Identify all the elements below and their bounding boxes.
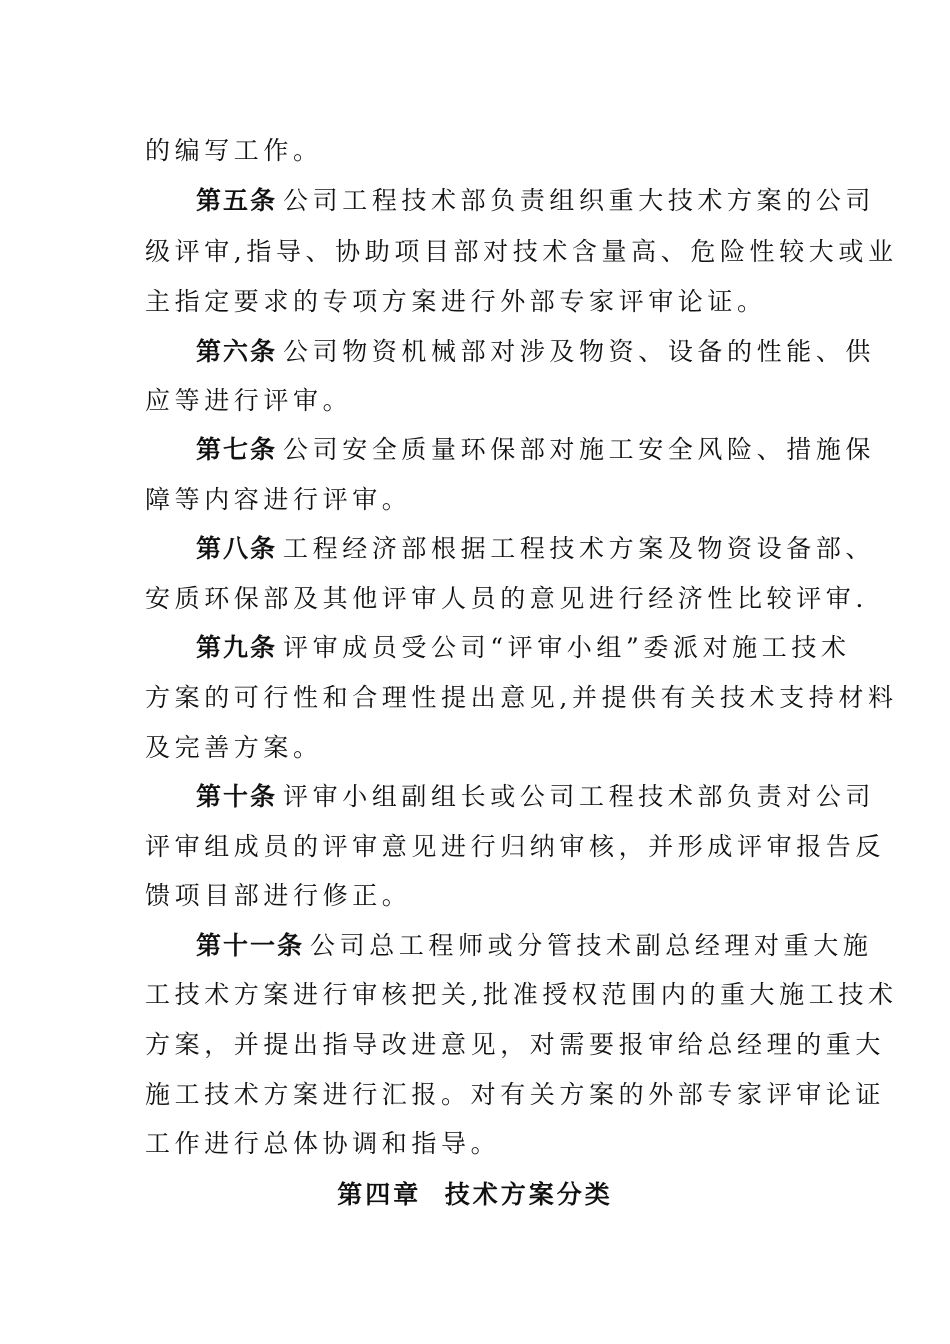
article-10-line-3: 馈项目部进行修正。	[145, 881, 412, 910]
article-8-line-2: 安质环保部及其他评审人员的意见进行经济性比较评审.	[145, 584, 868, 613]
article-label: 第六条	[196, 337, 278, 366]
article-11-line-1	[196, 931, 873, 961]
article-text: 公司物资机械部对涉及物资、设备的性能、供	[283, 337, 876, 366]
article-11-line-3: 方案，并提出指导改进意见，对需要报审给总经理的重大	[145, 1030, 886, 1059]
article-text: 工程经济部根据工程技术方案及物资设备部、	[283, 534, 876, 563]
article-label: 第五条	[196, 186, 278, 215]
article-11-line-5: 工作进行总体协调和指导。	[145, 1129, 501, 1158]
article-7-line-2: 障等内容进行评审。	[145, 485, 412, 514]
article-label: 第九条	[196, 633, 278, 662]
chapter-heading: 第四章 技术方案分类	[337, 1180, 613, 1209]
article-5-line-2: 级评审,指导、协助项目部对技术含量高、危险性较大或业	[145, 237, 898, 266]
article-10-line-2: 评审组成员的评审意见进行归纳审核，并形成评审报告反	[145, 832, 886, 861]
article-6-line-2: 应等进行评审。	[145, 386, 353, 415]
article-9-line-1	[196, 633, 851, 663]
article-9-line-3: 及完善方案。	[145, 733, 323, 762]
article-11-line-4: 施工技术方案进行汇报。对有关方案的外部专家评审论证	[145, 1080, 886, 1109]
article-text: 评审小组副组长或公司工程技术部负责对公司	[283, 782, 876, 811]
article-5-line-3: 主指定要求的专项方案进行外部专家评审论证。	[145, 287, 767, 316]
article-label: 第七条	[196, 435, 278, 464]
article-9-line-2: 方案的可行性和合理性提出意见,并提供有关技术支持材料	[145, 683, 898, 712]
article-10-line-1	[196, 782, 876, 812]
article-5-line-1	[196, 186, 876, 216]
article-label: 第十条	[196, 782, 278, 811]
article-7-line-1	[196, 435, 876, 465]
article-text: 公司工程技术部负责组织重大技术方案的公司	[283, 186, 876, 215]
article-text: 公司总工程师或分管技术副总经理对重大施	[310, 931, 873, 960]
continuation-text: 的编写工作。	[145, 136, 323, 165]
article-label: 第八条	[196, 534, 278, 563]
article-11-line-2: 工技术方案进行审核把关,批准授权范围内的重大施工技术	[145, 980, 898, 1009]
article-text: 公司安全质量环保部对施工安全风险、措施保	[283, 435, 876, 464]
article-8-line-1	[196, 534, 876, 564]
article-label: 第十一条	[196, 931, 305, 960]
article-6-line-1	[196, 337, 876, 367]
article-text: 评审成员受公司“评审小组”委派对施工技术	[283, 633, 851, 662]
